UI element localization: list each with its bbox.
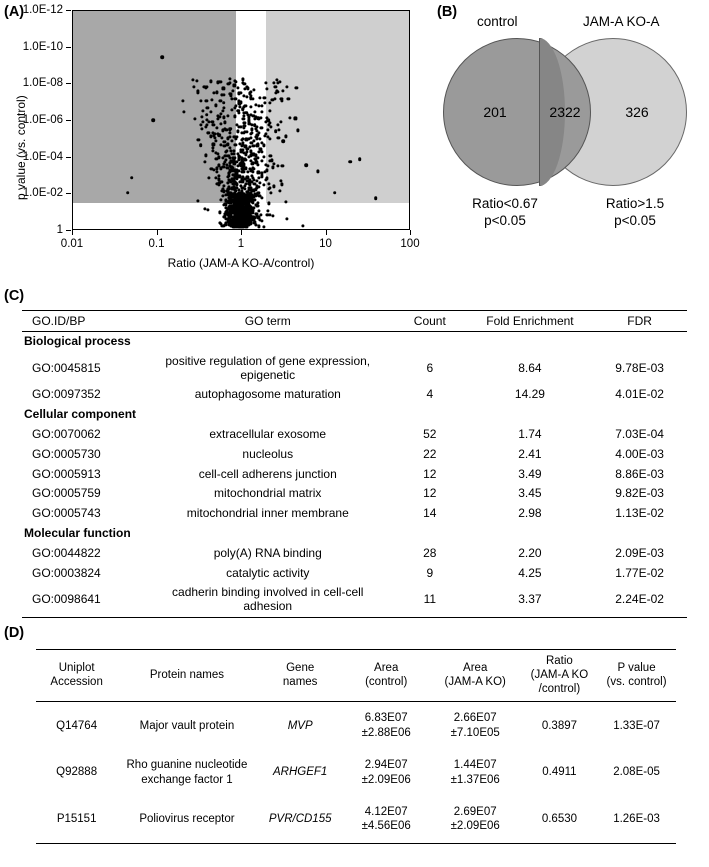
x-tick-mark [410, 230, 411, 235]
go-fdr: 9.78E-03 [615, 360, 664, 375]
panel-b-venn-diagram [435, 0, 709, 285]
y-tick-mark [66, 230, 71, 231]
scatter-point [261, 159, 264, 162]
protein-accession: Q14764 [56, 719, 98, 732]
scatter-point [253, 118, 256, 121]
gene-name: MVP [287, 719, 313, 732]
scatter-point [262, 155, 265, 158]
scatter-point [222, 101, 226, 105]
go-id: GO:0044822 [32, 545, 101, 560]
protein-header-gene-names: Gene names [257, 650, 344, 702]
go-table [22, 310, 687, 618]
scatter-point [256, 133, 259, 136]
scatter-point [257, 176, 260, 179]
go-id: GO:0005913 [32, 466, 101, 481]
scatter-point [374, 196, 378, 200]
scatter-point [237, 86, 240, 89]
go-fdr: 2.09E-03 [615, 545, 664, 560]
y-tick-label: 1.0E-12 [22, 4, 63, 16]
y-tick-label: 1.0E-06 [22, 114, 63, 126]
go-section-title: Cellular component [24, 407, 137, 422]
scatter-point [256, 163, 259, 166]
scatter-point [247, 155, 250, 158]
scatter-point [256, 144, 259, 147]
table-row [22, 425, 687, 445]
go-id: GO:0003824 [32, 565, 101, 580]
go-count: 14 [423, 506, 437, 521]
scatter-point [248, 145, 251, 148]
scatter-point [234, 143, 237, 146]
go-header-id: GO.ID/BP [22, 311, 144, 332]
protein-accession: Q92888 [56, 766, 98, 779]
scatter-point [246, 171, 249, 174]
panel-b-letter: (B) [437, 4, 458, 20]
go-section-title: Biological process [24, 334, 131, 348]
gene-name: ARHGEF1 [273, 766, 328, 779]
protein-name: Rho guanine nucleotide exchange factor 1 [126, 759, 248, 786]
scatter-point [282, 140, 286, 144]
go-fold-enrichment: 2.41 [518, 446, 542, 461]
go-fdr: 2.24E-02 [592, 583, 687, 617]
scatter-point [305, 163, 309, 167]
p-value: 2.08E-05 [613, 766, 660, 779]
go-count: 12 [423, 466, 437, 481]
venn-left-caption-ratio: Ratio<0.67 [472, 196, 538, 211]
go-term: autophagosome maturation [194, 387, 341, 402]
table-row [36, 796, 676, 843]
venn-count-left: 201 [483, 104, 507, 120]
go-count: 12 [423, 486, 437, 501]
go-term: poly(A) RNA binding [213, 545, 322, 560]
venn-right-caption-ratio: Ratio>1.5 [605, 196, 665, 211]
y-tick-label: 1 [56, 224, 63, 236]
go-count: 9 [426, 565, 434, 580]
protein-header-area-ko: Area (JAM-A KO) [429, 650, 522, 702]
scatter-point [249, 106, 252, 109]
go-term: positive regulation of gene expression, epigenetic [165, 353, 371, 382]
panel-c-letter: (C) [4, 288, 25, 304]
y-tick-mark [66, 120, 71, 121]
go-fdr: 9.82E-03 [615, 486, 664, 501]
area-ko: 2.66E07 ±7.10E05 [450, 712, 500, 739]
scatter-point [160, 55, 164, 59]
x-tick-label: 0.1 [148, 238, 165, 250]
protein-table-body [36, 702, 676, 843]
scatter-point [126, 191, 130, 195]
go-table-body [22, 332, 687, 618]
table-row [22, 352, 687, 386]
scatter-point [245, 159, 248, 162]
x-tick-mark [326, 230, 327, 235]
scatter-point [205, 113, 209, 117]
y-tick-mark [66, 157, 71, 158]
x-tick-mark [157, 230, 158, 235]
go-fold-enrichment: 8.64 [518, 360, 542, 375]
go-count: 28 [423, 545, 437, 560]
scatter-point [260, 104, 263, 107]
y-tick-mark [66, 83, 71, 84]
scatter-point [258, 181, 261, 184]
venn-count-right: 326 [625, 104, 649, 120]
y-tick-mark [66, 10, 71, 11]
scatter-point [240, 144, 243, 147]
y-tick-label: 1.0E-04 [22, 150, 63, 163]
scatter-point [235, 184, 238, 187]
scatter-point [262, 184, 265, 187]
go-term: mitochondrial inner membrane [186, 506, 349, 521]
go-count: 6 [426, 360, 434, 375]
go-fdr: 8.86E-03 [615, 466, 664, 481]
go-count: 52 [423, 426, 437, 441]
go-header-fdr: FDR [592, 311, 687, 332]
table-row [22, 484, 687, 504]
y-tick-label: 1.0E-10 [22, 40, 63, 53]
scatter-point [257, 156, 260, 159]
scatter-point [348, 160, 352, 164]
go-id: GO:0005759 [32, 486, 101, 501]
panel-a-volcano-plot [0, 0, 430, 285]
scatter-point [241, 171, 244, 174]
go-id: GO:0045815 [32, 360, 101, 375]
go-term: cadherin binding involved in cell-cell adhesion [144, 583, 392, 617]
scatter-point [252, 189, 255, 192]
go-fdr: 1.13E-02 [615, 506, 664, 521]
venn-right-set-label: JAM-A KO-A [583, 14, 660, 29]
venn-right-caption-pvalue: p<0.05 [614, 212, 656, 228]
scatter-point [151, 118, 155, 122]
go-fdr: 4.01E-02 [615, 387, 664, 402]
protein-header-accession: Uniplot Accession [36, 650, 117, 702]
go-section-row [22, 524, 687, 544]
go-id: GO:0005743 [32, 506, 101, 521]
scatter-point [199, 144, 203, 148]
downregulated-shaded-region [73, 11, 236, 203]
go-header-term: GO term [144, 311, 392, 332]
go-count: 11 [392, 583, 468, 617]
gene-name: PVR/CD155 [257, 796, 344, 843]
go-fold-enrichment: 3.49 [518, 466, 542, 481]
y-tick-mark [66, 193, 71, 194]
panel-d-letter: (D) [4, 625, 25, 641]
go-id: GO:0070062 [32, 426, 101, 441]
scatter-point [260, 110, 263, 113]
go-fdr: 4.00E-03 [615, 446, 664, 461]
x-axis-label: Ratio (JAM-A KO-A/control) [167, 256, 315, 270]
go-count: 22 [423, 446, 437, 461]
table-row [36, 702, 676, 749]
volcano-plot-area [72, 10, 410, 230]
ratio-value: 0.3897 [541, 719, 578, 732]
x-tick-label: 1 [237, 238, 245, 250]
scatter-point [258, 96, 261, 99]
scatter-point [250, 128, 253, 131]
protein-name: Poliovirus receptor [117, 796, 256, 843]
venn-left-set-label: control [477, 14, 518, 29]
p-value: 1.33E-07 [613, 719, 660, 732]
table-row [22, 564, 687, 584]
area-control: 4.12E07 ±4.56E06 [344, 796, 429, 843]
table-row [22, 544, 687, 564]
go-fold-enrichment: 1.74 [518, 426, 542, 441]
area-control: 6.83E07 ±2.88E06 [361, 712, 411, 739]
table-row [22, 583, 687, 617]
go-header-count: Count [392, 311, 468, 332]
area-ko: 1.44E07 ±1.37E06 [450, 759, 500, 786]
x-tick-label: 10 [319, 238, 332, 250]
venn-count-intersection: 2322 [549, 104, 581, 120]
scatter-point [260, 126, 263, 129]
go-id: GO:0098641 [22, 583, 144, 617]
x-tick-label: 0.01 [60, 238, 84, 250]
go-table-header-row [22, 311, 687, 332]
scatter-point [245, 130, 248, 133]
scatter-point [250, 132, 253, 135]
go-term: extracellular exosome [209, 426, 327, 441]
go-fdr: 1.77E-02 [615, 565, 664, 580]
go-fdr: 7.03E-04 [615, 426, 664, 441]
go-term: mitochondrial matrix [214, 486, 322, 501]
go-id: GO:0097352 [32, 387, 101, 402]
x-tick-label: 100 [400, 238, 420, 250]
panel-a-letter: (A) [4, 4, 25, 20]
protein-name: Major vault protein [139, 719, 235, 732]
x-tick-mark [241, 230, 242, 235]
venn-left-caption-pvalue: p<0.05 [484, 212, 526, 228]
go-fold-enrichment: 2.98 [518, 506, 542, 521]
table-row [22, 445, 687, 465]
go-term: nucleolus [242, 446, 294, 461]
table-row [22, 465, 687, 485]
scatter-point [333, 191, 337, 195]
protein-header-pvalue: P value (vs. control) [597, 650, 676, 702]
scatter-point [237, 111, 240, 114]
scatter-point [245, 150, 248, 153]
go-fold-enrichment: 3.37 [468, 583, 593, 617]
go-fold-enrichment: 3.45 [518, 486, 542, 501]
go-section-title: Molecular function [24, 525, 131, 540]
scatter-point [252, 88, 255, 91]
go-header-fold: Fold Enrichment [468, 311, 593, 332]
go-term: cell-cell adherens junction [198, 466, 337, 481]
scatter-point [262, 144, 265, 147]
p-value: 1.26E-03 [597, 796, 676, 843]
x-tick-mark [72, 230, 73, 235]
area-control: 2.94E07 ±2.09E06 [361, 759, 411, 786]
scatter-point [252, 144, 255, 147]
y-tick-label: 1.0E-08 [22, 77, 63, 90]
y-tick-label: 1.0E-02 [22, 187, 63, 200]
scatter-point [130, 176, 134, 180]
go-section-row [22, 405, 687, 425]
go-count: 4 [426, 387, 434, 402]
scatter-point [242, 105, 245, 108]
scatter-point [243, 88, 246, 91]
protein-table-header-row [36, 650, 676, 702]
protein-header-area-control: Area (control) [344, 650, 429, 702]
y-tick-mark [66, 47, 71, 48]
protein-header-ratio: Ratio (JAM-A KO /control) [522, 650, 597, 702]
table-row [36, 749, 676, 796]
y-axis-label: p value (vs. control) [14, 95, 28, 200]
go-fold-enrichment: 2.20 [518, 545, 542, 560]
scatter-point [236, 130, 239, 133]
go-fold-enrichment: 14.29 [514, 387, 545, 402]
scatter-point [358, 157, 362, 161]
scatter-point [260, 175, 263, 178]
ratio-value: 0.4911 [542, 766, 577, 779]
ratio-value: 0.6530 [522, 796, 597, 843]
scatter-point [237, 92, 240, 95]
go-id: GO:0005730 [32, 446, 101, 461]
scatter-point [242, 118, 245, 121]
scatter-point [238, 181, 241, 184]
protein-table [36, 649, 676, 844]
protein-accession: P15151 [36, 796, 117, 843]
go-section-row [22, 332, 687, 352]
protein-header-protein-names: Protein names [117, 650, 256, 702]
go-fold-enrichment: 4.25 [518, 565, 542, 580]
area-ko: 2.69E07 ±2.09E06 [429, 796, 522, 843]
upregulated-shaded-region [266, 11, 409, 203]
go-term: catalytic activity [226, 565, 310, 580]
table-row [22, 385, 687, 405]
table-row [22, 504, 687, 524]
